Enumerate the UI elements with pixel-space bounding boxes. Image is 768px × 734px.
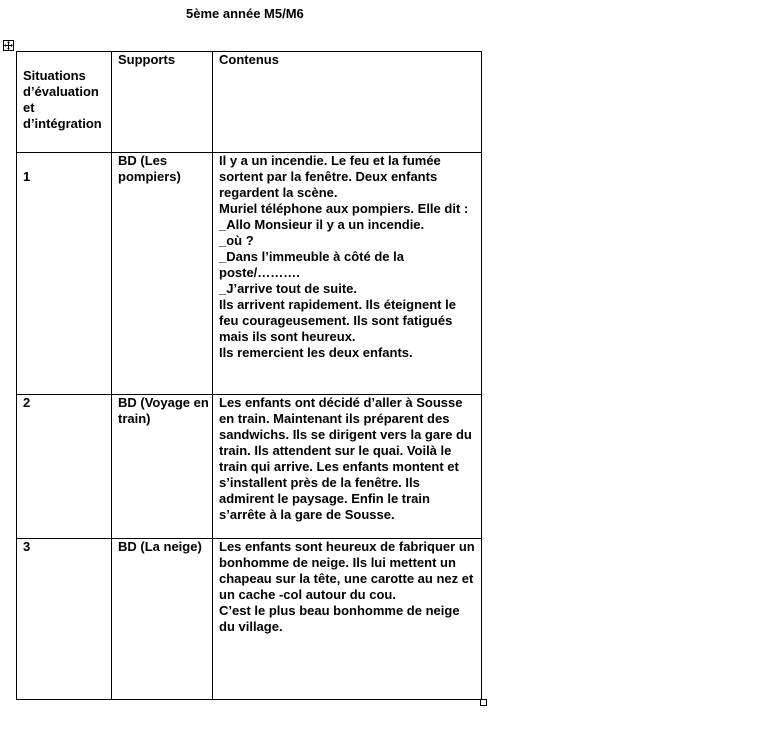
row-support: BD (Les pompiers)	[118, 153, 181, 184]
row-number-cell	[17, 153, 112, 395]
content-line: Muriel téléphone aux pompiers. Elle dit :	[219, 201, 469, 216]
row-number-cell	[17, 395, 112, 539]
content-line: _Dans l’immeuble à côté de la poste/……….	[219, 249, 404, 280]
row-number: 3	[23, 539, 31, 554]
table-row	[17, 395, 482, 539]
content-line: Ils remercient les deux enfants.	[219, 345, 413, 360]
row-support-cell	[112, 395, 213, 539]
row-content-cell	[213, 395, 482, 539]
header-contenus-label: Contenus	[219, 52, 279, 67]
table-resize-handle[interactable]	[480, 699, 487, 706]
row-number-cell	[17, 539, 112, 700]
header-situations-line: Situations	[23, 68, 86, 83]
row-support-cell	[112, 539, 213, 700]
header-situations-line: d’intégration	[23, 116, 102, 131]
evaluation-table	[16, 51, 482, 700]
header-supports-label: Supports	[118, 52, 176, 67]
header-supports	[112, 52, 213, 153]
table-row	[17, 153, 482, 395]
row-support-cell	[112, 153, 213, 395]
row-content-cell	[213, 539, 482, 700]
content-line: Les enfants sont heureux de fabriquer un bonhomme de neige. Ils lui mettent un chapeau sur la tête, une carotte au nez et un cache -col autour du cou.	[219, 539, 475, 602]
document-title: 5ème année M5/M6	[186, 6, 304, 21]
header-situations	[17, 52, 112, 153]
row-number: 2	[23, 395, 31, 410]
header-situations-line: d’évaluation	[23, 84, 99, 99]
content-line: Les enfants ont décidé d’aller à Sousse en train. Maintenant ils préparent des sandwichs. Ils se dirigent vers la gare du train. Ils attendent sur le quai. Voilà le train qui arrive. Les enfants montent et s’installent près de la fenêtre. Ils admirent le paysage. Enfin le train s’arrête à la gare de Sousse.	[219, 395, 472, 522]
table-row	[17, 539, 482, 700]
header-situations-line: et	[23, 100, 35, 115]
content-line: Ils arrivent rapidement. Ils éteignent le feu courageusement. Ils sont fatigués mais ils sont heureux.	[219, 297, 456, 344]
content-line: _J’arrive tout de suite.	[219, 281, 357, 296]
row-support: BD (La neige)	[118, 539, 202, 554]
row-number: 1	[23, 169, 31, 184]
table-header-row	[17, 52, 482, 153]
table-move-handle-icon[interactable]	[3, 40, 14, 51]
content-line: C’est le plus beau bonhomme de neige du village.	[219, 603, 460, 634]
content-line: Il y a un incendie. Le feu et la fumée sortent par la fenêtre. Deux enfants regardent la scène.	[219, 153, 441, 200]
header-contenus	[213, 52, 482, 153]
content-line: _Allo Monsieur il y a un incendie.	[219, 217, 425, 232]
row-content-cell	[213, 153, 482, 395]
row-support: BD (Voyage en train)	[118, 395, 209, 426]
content-line: _où ?	[219, 233, 254, 248]
